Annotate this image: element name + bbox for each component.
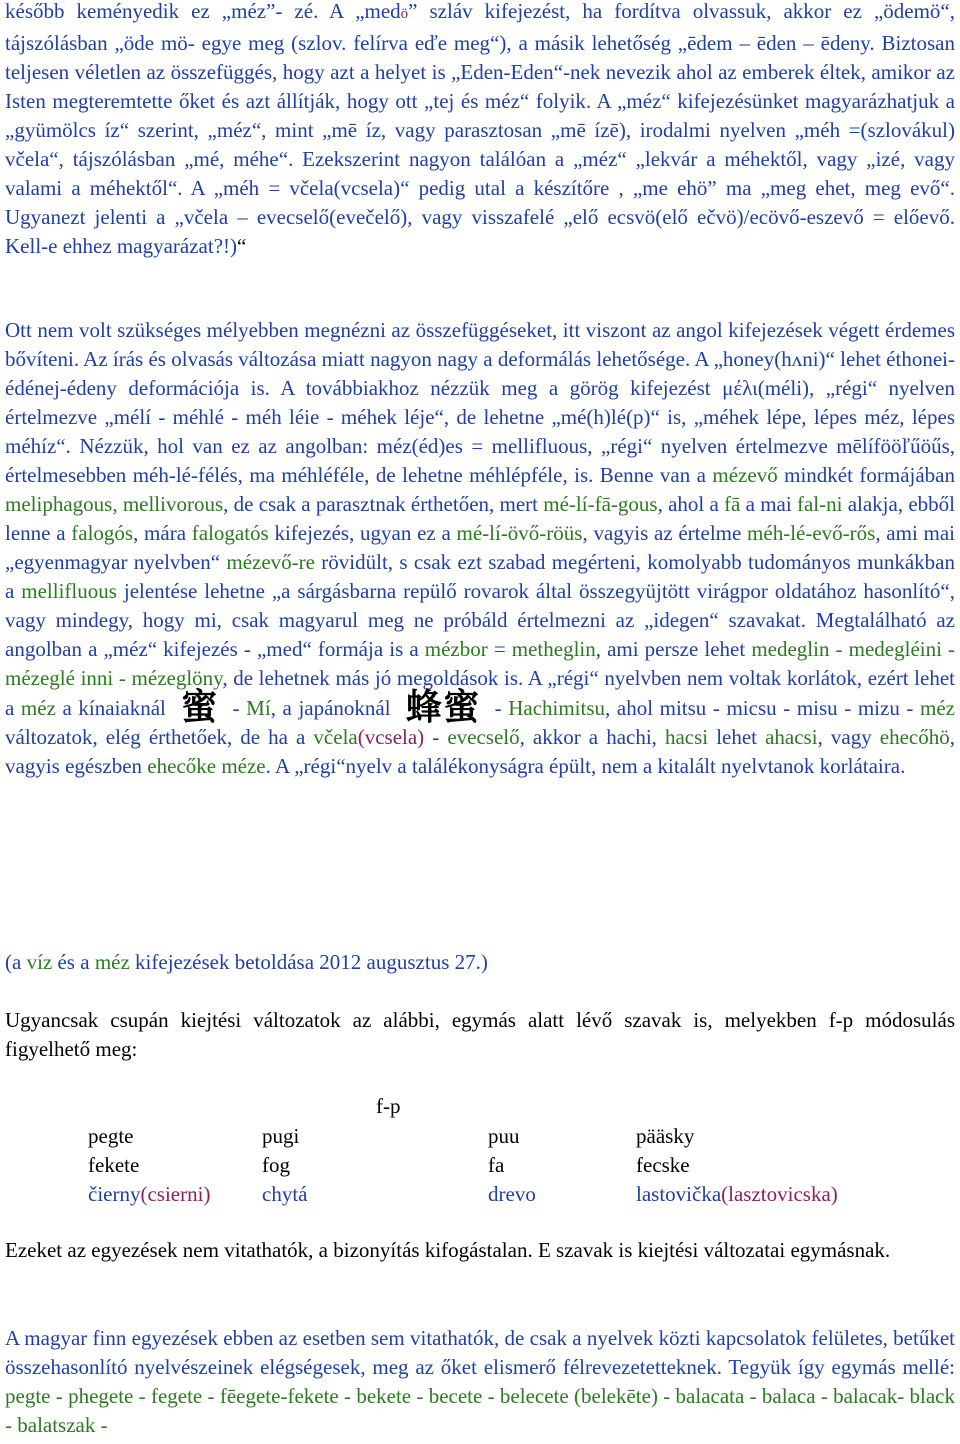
word-text: lastovička: [636, 1182, 722, 1206]
text-run: , mára: [133, 521, 192, 545]
text-run: Hachimitsu: [508, 696, 606, 720]
text-run: metheglin: [511, 637, 596, 661]
text-run: alakja, ebből lenne a: [5, 492, 955, 545]
text-run: , de lehetnek más jó megoldások is. A „régi“ nyelvben nem voltak korlátok, ezért lehet a: [5, 666, 955, 720]
word-table-row: [88, 1180, 948, 1209]
text-run: , vagyis egészben: [5, 725, 955, 778]
word-cell: puu: [488, 1124, 520, 1148]
text-run: -: [494, 696, 509, 720]
text-run: ehecőke méze: [147, 754, 266, 778]
text-run: és a: [52, 950, 95, 974]
text-run: , ahol mitsu - micsu - misu - mizu -: [605, 696, 921, 720]
text-run: a mai: [740, 492, 797, 516]
text-run: hacsi: [664, 725, 709, 749]
text-run: mé-lí-fā-gous: [543, 492, 658, 516]
text-run: fal-ni: [796, 492, 843, 516]
word-table-row: [88, 1151, 948, 1180]
text-run: evecselő: [447, 725, 520, 749]
text-run: , akkor a hachi,: [519, 725, 665, 749]
text-run: mellifluous: [21, 579, 117, 603]
word-cell: drevo: [488, 1182, 536, 1206]
text-run: kifejezés, ugyan ez a: [268, 521, 457, 545]
text-run: méz: [920, 696, 955, 720]
text-run: víz: [26, 950, 53, 974]
paragraph-fp-intro: [5, 1006, 955, 1064]
word-table-row: [88, 1122, 948, 1151]
text-run: ahacsi: [765, 725, 818, 749]
text-run: meliphagous, mellivorous: [5, 492, 224, 516]
text-run: “: [237, 234, 247, 258]
word-cell: pääsky: [636, 1124, 695, 1148]
text-run: (vcsela): [357, 725, 425, 749]
paragraph-honey-etymology: [5, 0, 955, 261]
word-text: čierny: [88, 1182, 141, 1206]
text-run: ehecőhö: [879, 725, 950, 749]
text-run: . A „régi“nyelv a találékonyságra épült, nem a kitalált nyelvtanok korlátaira.: [265, 754, 906, 778]
text-run: , de csak a parasztnak érthetően, mert: [223, 492, 544, 516]
word-cell: pegte: [88, 1124, 134, 1148]
text-run: (a: [5, 950, 27, 974]
text-run: Ugyancsak csupán kiejtési változatok az alábbi, egymás alatt lévő szavak is, melyekben f-p módosulás figyelhető meg:: [5, 1008, 955, 1061]
text-run: falogós: [71, 521, 134, 545]
text-run: , vagy: [817, 725, 880, 749]
text-run: A magyar finn egyezések ebben az esetben sem vitathatók, de csak a nyelvek közti kapcsolatok felületes, betűket összehasonlító nyelvészeinek elégségesek, meg az őket elismerő félrevezetetteknek. Tegyük így egymás mellé:: [5, 1326, 955, 1379]
text-run: változatok, elég érthetőek, de ha a: [5, 725, 314, 749]
text-run: , vagyis az értelme: [582, 521, 748, 545]
paragraph-finnish-comparison: [5, 1324, 955, 1440]
text-run: kifejezések betoldása 2012 augusztus 27.): [129, 950, 488, 974]
text-run: fā: [724, 492, 741, 516]
text-run: včela: [313, 725, 358, 749]
text-run: méz: [20, 696, 56, 720]
text-run: , a japánoknál: [270, 696, 391, 720]
word-cell: [636, 1180, 838, 1209]
text-run: rövidült, s csak ezt szabad megérteni, komolyabb tudományos munkákban a: [5, 550, 955, 603]
paragraph-conclusion: [5, 1236, 955, 1265]
text-run: mézevő-re: [226, 550, 315, 574]
text-run: =: [487, 637, 512, 661]
text-run: medeglin - medegléini - mézeglé inni - mézeglöny: [5, 637, 956, 690]
word-cell: fog: [262, 1153, 290, 1177]
word-cell: fa: [488, 1153, 505, 1177]
text-run: mindkét formájában: [777, 463, 955, 487]
text-run: mé-lí-övő-röüs: [456, 521, 583, 545]
japanese-characters-honey: 蜂蜜: [404, 687, 481, 728]
text-run: falogatós: [191, 521, 269, 545]
text-run: Biztosan teljesen véletlen az összefüggés, hogy azt a helyet is „Eden-Eden“-nek nevezik ahol az emberek éltek, amikor az Isten megteremtette őket és azt állítják, hogy ott „tej és méz“ folyik. A „méz“ kifejezésünket magyarázhatjuk a „gyümölcs íz“ szerint, „méz“, mint „mē íz, vagy parasztosan „mē ízē), irodalmi nyelven „méh =(szlovákul) včela“, tájszólásban „mé, méhe“. Ezekszerint nagyon találóan a „méz“ „lekvár a méhektől, vagy „izé, vagy valami a méhektől“. A „méh = včela(vcsela)“ pedig utal a készítőre , „me ehö” ma „meg ehet, meg evő“. Ugyanezt jelenti a „včela – evecselő(evečelő), vagy visszafelé „elő ecsvö(elő ečvö)/ecövő-eszevő = előevő. Kell-e ehhez magyarázat?!): [5, 31, 955, 258]
text-run: , ahol a: [657, 492, 725, 516]
text-run: a kínaiaknál: [55, 696, 166, 720]
text-run: -: [424, 725, 448, 749]
text-run: -: [232, 696, 247, 720]
word-cell: fekete: [88, 1153, 140, 1177]
text-run: méh-lé-evő-rős: [747, 521, 876, 545]
word-cell: chytá: [262, 1182, 308, 1206]
word-pronunciation: (lasztovicska): [721, 1182, 838, 1206]
text-run: lehet: [708, 725, 766, 749]
text-run: Ott nem volt szükséges mélyebben megnézni az összefüggéseket, itt viszont az angol kifejezések végett érdemes bővíteni. Az írás és olvasás változása miatt nagyon nagy a deformálás lehetősége. A „honey(hʌni)“ lehet éthonei-édénej-édeny deformációja is. A továbbiakhoz nézzük meg a görög kifejezést μέλι(méli), „régi“ nyelven értelmezve „mélí - méhlé - méh léie - méhek léje“, de lehetne „mé(h)lé(p)“ is, „méhek lépe, lépes méz, lépes méhíz“. Nézzük, hol van ez az angolban: méz(éd)es = mellifluous, „régi“ nyelven értelmezve mēlífööľűöűs, értelmesebben méh-lé-félés, ma méhléféle, de lehetne méhlépféle, is. Benne van a: [5, 318, 955, 487]
text-run: jelentése lehetne „a sárgásbarna repülő rovarok által összegyüjtött virágpor oldatához hasonlító“, vagy mindegy, hogy mi, csak magyarul meg ne próbáld értelmezni az „idegen“ szavakat. Megtalálható az angolban a „méz“ kifejezés - „med“ formája is a: [5, 579, 955, 661]
text-run: mézbor: [424, 637, 488, 661]
text-run: Ezeket az egyezések nem vitathatók, a bizonyítás kifogástalan. E szavak is kiejtési változatai egymásnak.: [5, 1238, 891, 1262]
text-run: pegte - phegete - fegete - fēegete-fekete - bekete - becete - belecete (belekēte) - balacata - balaca - balacak- black - balatszak -: [5, 1384, 955, 1437]
paragraph-addition-note: [5, 948, 955, 977]
word-table: [88, 1122, 948, 1209]
text-run: , ami mai „egyenmagyar nyelvben“: [5, 521, 955, 574]
word-cell: [88, 1180, 210, 1209]
text-run: méz: [94, 950, 130, 974]
paragraph-english-expressions: [5, 316, 955, 781]
word-pronunciation: (csierni): [140, 1182, 211, 1206]
text-run: Mí: [246, 696, 271, 720]
text-run: később keményedik ez „méz”- zé. A „med: [5, 0, 401, 23]
text-run: ö: [400, 6, 409, 22]
text-run: mézevő: [712, 463, 778, 487]
chinese-character-honey: 蜜: [179, 687, 219, 728]
word-cell: pugi: [262, 1124, 300, 1148]
word-cell: fecske: [636, 1153, 690, 1177]
word-table-title: f-p: [376, 1094, 401, 1118]
text-run: ” szláv kifejezést, ha fordítva olvassuk, akkor ez „ödemö“, tájszólásban „öde mö- egye meg (szlov. felírva eďe meg“), a másik lehetőség „ēdem – ēden – ēdeny.: [5, 0, 955, 55]
text-run: , ami persze lehet: [595, 637, 752, 661]
